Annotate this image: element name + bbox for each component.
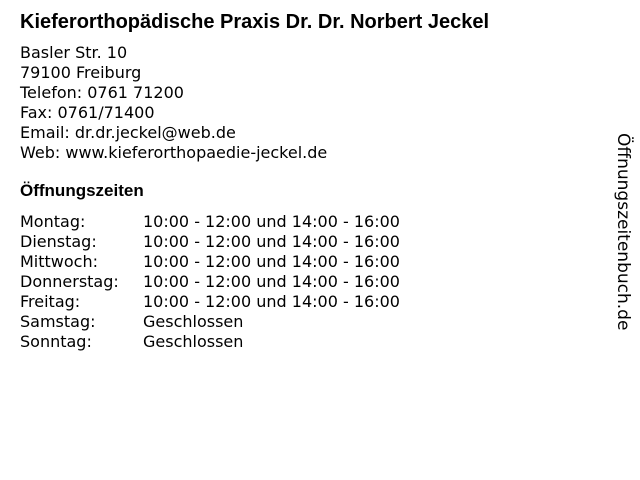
day-label: Freitag: [20, 292, 81, 311]
phone-line: Telefon: 0761 71200 [20, 83, 184, 102]
time-value: Geschlossen [143, 312, 244, 331]
time-value: 10:00 - 12:00 und 14:00 - 16:00 [143, 292, 400, 311]
practice-card [20, 8, 600, 352]
time-value: 10:00 - 12:00 und 14:00 - 16:00 [143, 232, 400, 251]
day-label: Montag: [20, 212, 86, 231]
hours-row [20, 252, 600, 272]
site-brand-label: Öffnungszeitenbuch.de [613, 133, 633, 331]
day-label: Dienstag: [20, 232, 97, 251]
hours-row [20, 332, 600, 352]
hours-heading: Öffnungszeiten [20, 181, 144, 200]
hours-row [20, 292, 600, 312]
web-line: Web: www.kieferorthopaedie-jeckel.de [20, 143, 328, 162]
time-value: Geschlossen [143, 332, 244, 351]
opening-hours-table [20, 212, 600, 352]
day-label: Sonntag: [20, 332, 92, 351]
hours-row [20, 232, 600, 252]
time-value: 10:00 - 12:00 und 14:00 - 16:00 [143, 252, 400, 271]
hours-row [20, 272, 600, 292]
day-label: Donnerstag: [20, 272, 119, 291]
hours-row [20, 212, 600, 232]
time-value: 10:00 - 12:00 und 14:00 - 16:00 [143, 272, 400, 291]
day-label: Samstag: [20, 312, 96, 331]
fax-line: Fax: 0761/71400 [20, 103, 155, 122]
time-value: 10:00 - 12:00 und 14:00 - 16:00 [143, 212, 400, 231]
practice-title: Kieferorthopädische Praxis Dr. Dr. Norbert Jeckel [20, 11, 490, 33]
address-block [20, 43, 600, 163]
city-line: 79100 Freiburg [20, 63, 142, 82]
hours-row [20, 312, 600, 332]
day-label: Mittwoch: [20, 252, 98, 271]
email-line: Email: dr.dr.jeckel@web.de [20, 123, 236, 142]
street-line: Basler Str. 10 [20, 43, 128, 62]
